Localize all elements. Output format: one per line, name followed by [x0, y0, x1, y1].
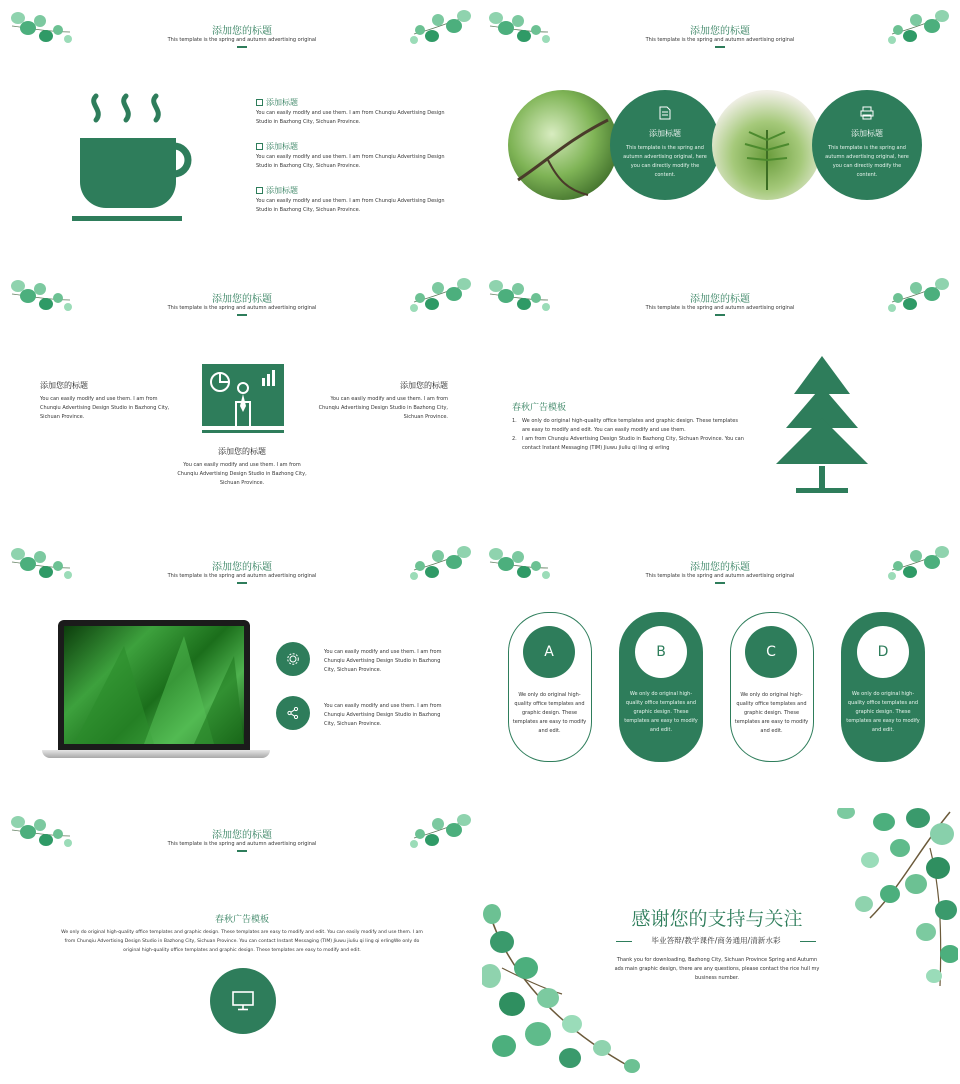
text-block-bottom	[172, 446, 312, 488]
title-underline	[237, 582, 247, 584]
slide-subtitle: This template is the spring and autumn advertising original	[645, 573, 795, 579]
title-underline	[715, 314, 725, 316]
card-title: 添加标题	[649, 129, 681, 138]
laptop-image	[40, 616, 272, 766]
item-heading: 添加标题	[266, 142, 298, 151]
slide-8	[482, 808, 958, 1074]
printer-icon	[860, 106, 874, 120]
card-text: This template is the spring and	[828, 145, 906, 151]
list-item	[256, 185, 466, 215]
block-text: Sichuan Province.	[403, 414, 448, 420]
slide-subtitle: This template is the spring and autumn advertising original	[167, 841, 317, 847]
slide-title: 添加您的标题	[690, 562, 750, 573]
numbered-list	[512, 417, 752, 453]
card-text: content.	[856, 172, 878, 178]
closing-text: ads main graphic design, there are any questions, please contact the rice hull my	[614, 966, 820, 972]
block-text: Chunqiu Advertising Design Studio in Bazhong City,	[40, 405, 170, 411]
card-c: C We only do original high- quality office templates and graphic design. These templates are easy to modify and edit.	[730, 612, 814, 762]
coffee-cup-icon	[70, 90, 204, 226]
block-text: You can easily modify and use them. I am from	[330, 396, 448, 402]
title-underline	[237, 850, 247, 852]
checkbox-icon	[256, 143, 263, 150]
section-heading: 春秋广告模板	[512, 403, 567, 413]
item-text: Studio in Bazhong City, Sichuan Province.	[256, 163, 361, 169]
title-underline	[237, 46, 247, 48]
slide-subtitle: This template is the spring and autumn advertising original	[167, 305, 317, 311]
block-text: Sichuan Province.	[40, 414, 85, 420]
card-title: 添加标题	[851, 129, 883, 138]
share-icon	[287, 707, 299, 719]
item-heading: 添加标题	[266, 98, 298, 107]
card-letter: D	[857, 626, 909, 678]
item-text: You can easily modify and use them. I am from Chunqiu Advertising Design	[256, 110, 445, 116]
slide-4	[482, 272, 958, 538]
list-item: 1. We only do original high-quality office templates and graphic design. These templates are easy to modify and edit. You can easily modify and use them.	[512, 418, 738, 433]
slide-title: 添加您的标题	[212, 26, 272, 37]
presentation-board-icon	[202, 364, 284, 434]
checkbox-icon	[256, 187, 263, 194]
card-text: This template is the spring and	[626, 145, 704, 151]
card	[610, 90, 720, 200]
card-letter: B	[635, 626, 687, 678]
block-heading: 添加您的标题	[400, 381, 448, 390]
item-text: You can easily modify and use them. I am from Chunqiu Advertising Design	[256, 154, 445, 160]
block-text: Chunqiu Advertising Design Studio in Bazhong City,	[318, 405, 448, 411]
item-text: Studio in Bazhong City, Sichuan Province.	[256, 207, 361, 213]
item-icon-circle	[276, 696, 310, 730]
slide-7	[4, 808, 480, 1074]
closing-title: 感谢您的支持与关注	[631, 908, 803, 930]
eucalyptus-branch-icon	[830, 808, 958, 990]
monitor-icon	[232, 991, 254, 1011]
photo-fern	[712, 90, 822, 200]
item-text: Studio in Bazhong City, Sichuan Province.	[256, 119, 361, 125]
paragraph-line: We only do original high-quality office templates and graphic design. These templates are easy to modify and edit. You can easily modify and use them. I am	[61, 930, 423, 935]
slide-title: 添加您的标题	[690, 26, 750, 37]
block-text: You can easily modify and use them. I am from	[183, 462, 301, 468]
item-text: You can easily modify and use them. I am from Chunqiu Advertising Design	[256, 198, 445, 204]
section-heading: 春秋广告模板	[214, 915, 269, 925]
slide-6	[482, 540, 958, 806]
paragraph-line: from Chunqiu Advertising Design Studio in Bazhong City, Sichuan Province. You can contact Instant Messaging (TIM) Jiuwu jiuliu qi ling qi erlingWe only do	[64, 939, 420, 944]
gear-icon	[287, 653, 299, 665]
item-heading: 添加标题	[266, 186, 298, 195]
pine-tree-icon	[772, 356, 872, 498]
photo-tree-branches	[508, 90, 618, 200]
slide-5	[4, 540, 480, 806]
monitor-icon-circle	[210, 968, 276, 1034]
card-text: content.	[654, 172, 676, 178]
text-block-right	[298, 380, 448, 422]
slide-title: 添加您的标题	[690, 294, 750, 305]
card-d: D We only do original high- quality office templates and graphic design. These templates are easy to modify and edit.	[841, 612, 925, 762]
paragraph-line: original high-quality office templates and graphic design. These templates are easy to modify and edit.	[123, 948, 361, 953]
title-underline	[237, 314, 247, 316]
slide-subtitle: This template is the spring and autumn advertising original	[167, 573, 317, 579]
card-b: B We only do original high- quality office templates and graphic design. These templates are easy to modify and edit.	[619, 612, 703, 762]
slide-subtitle: This template is the spring and autumn advertising original	[167, 37, 317, 43]
card-text: you can directly modify the	[630, 163, 700, 169]
card-letter: C	[745, 626, 797, 678]
title-underline	[715, 582, 725, 584]
closing-text: Thank you for downloading, Bazhong City, Sichuan Province Spring and Autumn	[616, 957, 818, 963]
title-underline	[715, 46, 725, 48]
card-letter: A	[523, 626, 575, 678]
block-text: Chunqiu Advertising Design Studio in Bazhong City,	[177, 471, 307, 477]
list-item: 2. I am from Chunqiu Advertising Design Studio in Bazhong City, Sichuan Province. You can contact Instant Messaging (TIM) Jiuwu jiuliu qi ling qi erling	[512, 436, 744, 451]
card-a: A We only do original high- quality office templates and graphic design. These templates are easy to modify and edit.	[508, 612, 592, 762]
block-heading: 添加您的标题	[218, 447, 266, 456]
block-text: You can easily modify and use them. I am from	[40, 396, 158, 402]
card	[812, 90, 922, 200]
list-item	[256, 97, 466, 127]
slide-title: 添加您的标题	[212, 830, 272, 841]
card-text: autumn advertising original, here	[623, 154, 707, 160]
block-heading: 添加您的标题	[40, 381, 88, 390]
checkbox-icon	[256, 99, 263, 106]
text-block-left	[40, 380, 190, 422]
item-icon-circle	[276, 642, 310, 676]
slide-subtitle: This template is the spring and autumn advertising original	[645, 37, 795, 43]
closing-subtitle: 毕业答辩/教学课件/商务通用/清新水彩	[632, 935, 800, 946]
slide-title: 添加您的标题	[212, 562, 272, 573]
closing-text: business number.	[694, 975, 740, 981]
slide-1	[4, 4, 480, 270]
card-text: autumn advertising original, here	[825, 154, 909, 160]
list-item	[256, 141, 466, 171]
slide-subtitle: This template is the spring and autumn advertising original	[645, 305, 795, 311]
slide-2	[482, 4, 958, 270]
slide-title: 添加您的标题	[212, 294, 272, 305]
list-item: You can easily modify and use them. I am from Chunqiu Advertising Design Studio in Bazhong City, Sichuan Province.	[324, 703, 442, 727]
document-icon	[659, 106, 671, 120]
card-text: you can directly modify the	[832, 163, 902, 169]
slide-3	[4, 272, 480, 538]
list-item: You can easily modify and use them. I am from Chunqiu Advertising Design Studio in Bazhong City, Sichuan Province.	[324, 649, 442, 673]
block-text: Sichuan Province.	[219, 480, 265, 486]
